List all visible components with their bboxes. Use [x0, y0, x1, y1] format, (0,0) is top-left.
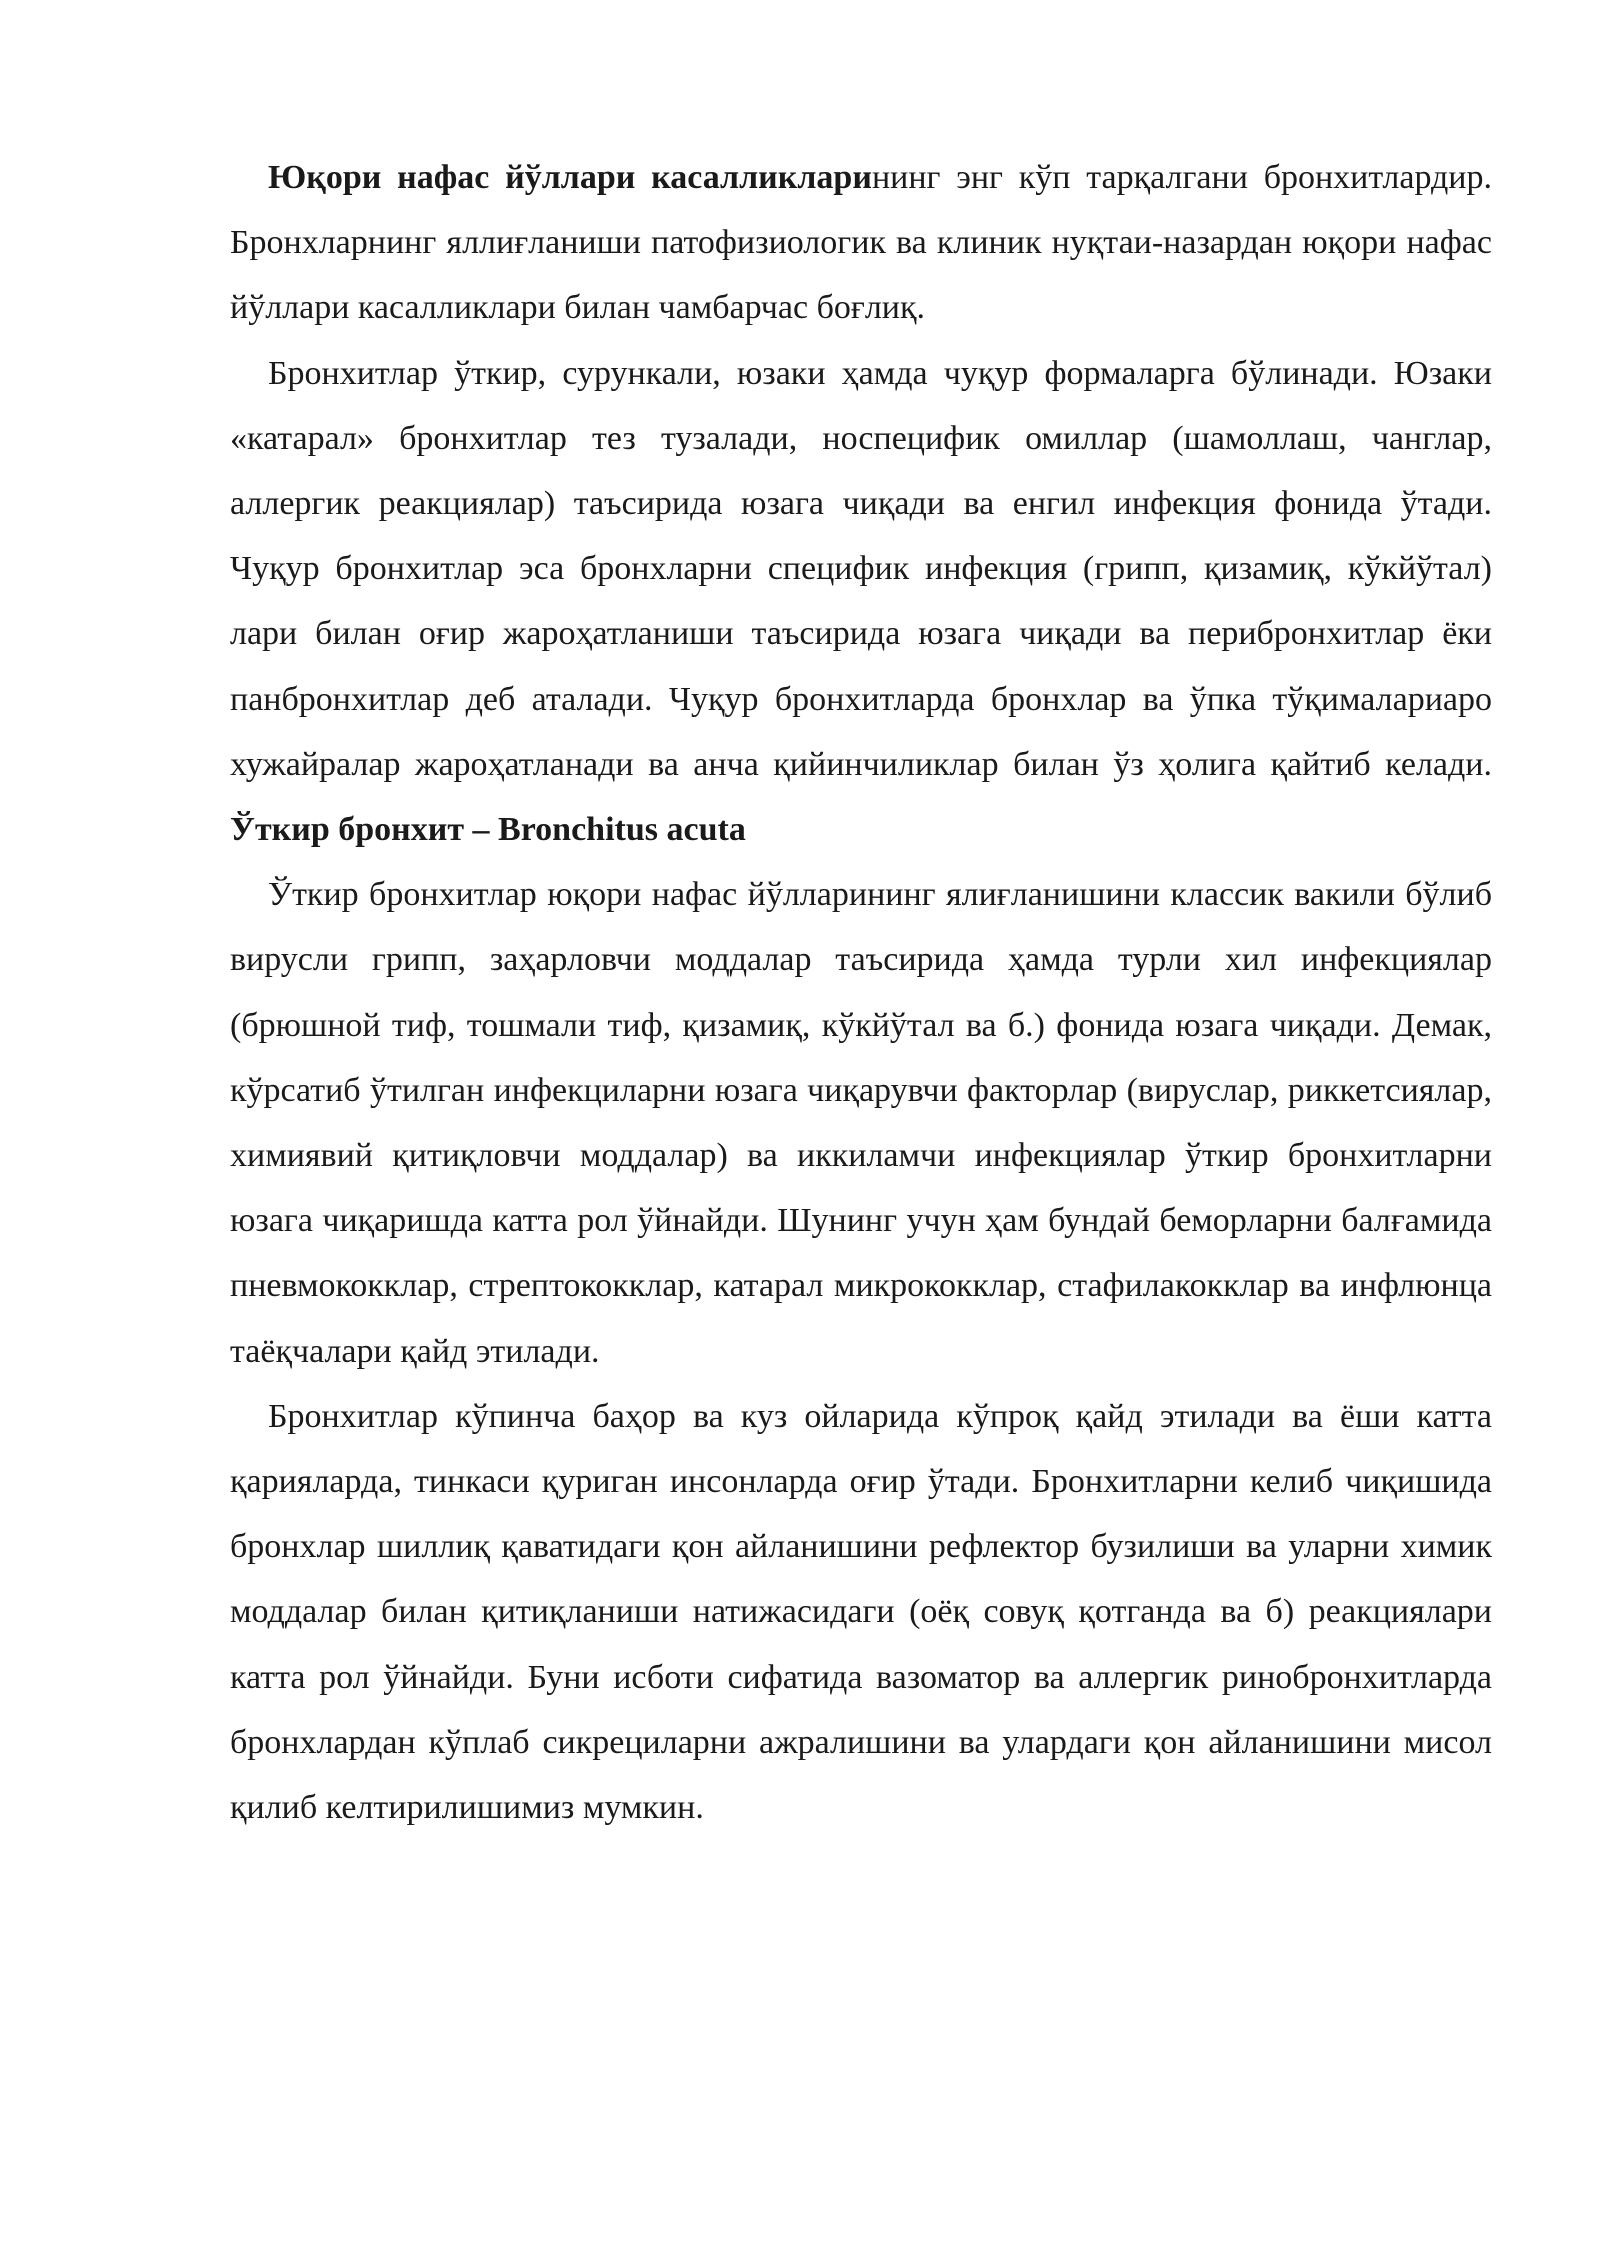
- intro-text: нинг энг кўп тарқалгани бронхитлардир. Бронхларнинг яллиғланиши патофизиологик ва клиник нуқтаи-назардан юқори нафас йўллари касалликлари билан чамбарчас боғлиқ.: [230, 159, 1492, 327]
- acute-text: Ўткир бронхитлар юқори нафас йўлларининг ялиғланишини классик вакили бўлиб вирусли грипп, заҳарловчи моддалар таъсирида ҳамда турли хил инфекциялар (брюшной тиф, тошмали тиф, қизамиқ, кўкйўтал ва б.) фонида юзага чиқади. Демак, кўрсатиб ўтилган инфекциларни юзага чиқарувчи факторлар (вируслар, риккетсиялар, химиявий қитиқловчи моддалар) ва иккиламчи инфекциялар ўткир бронхитларни юзага чиқаришда катта рол ўйнайди. Шунинг учун ҳам бундай беморларни балғамида пневмококклар, стрептококклар, катарал микрококклар, стафилакокклар ва инфлюнца таёқчалари қайд этилади.: [230, 876, 1492, 1370]
- document-page: [230, 145, 1492, 1840]
- paragraph-acute-bronchitis: [230, 862, 1492, 1384]
- paragraph-bronchitis-forms: [230, 341, 1492, 863]
- forms-text: Бронхитлар ўткир, сурункали, юзаки ҳамда чуқур формаларга бўлинади. Юзаки «катарал» бронхитлар тез тузалади, носпецифик омиллар (шамоллаш, чанглар, аллергик реакциялар) таъсирида юзага чиқади ва енгил инфекция фонида ўтади. Чуқур бронхитлар эса бронхларни специфик инфекция (грипп, қизамиқ, кўкйўтал) лари билан оғир жароҳатланиши таъсирида юзага чиқади ва перибронхитлар ёки панбронхитлар деб аталади. Чуқур бронхитларда бронхлар ва ўпка тўқималариаро хужайралар жароҳатланади ва анча қийинчиликлар билан ўз ҳолига қайтиб келади.: [230, 354, 1492, 783]
- paragraph-seasonality: [230, 1384, 1492, 1840]
- paragraph-intro: [230, 145, 1492, 341]
- intro-bold-heading: Юқори нафас йўллари касалликлари: [268, 159, 872, 196]
- acute-bronchitis-heading: Ўткир бронхит – Bronchitus acuta: [230, 811, 746, 849]
- seasonality-text: Бронхитлар кўпинча баҳор ва куз ойларида кўпроқ қайд этилади ва ёши катта қарияларда, тинкаси қуриган инсонларда оғир ўтади. Бронхитларни келиб чиқишида бронхлар шиллиқ қаватидаги қон айланишини рефлектор бузилиши ва уларни химик моддалар билан қитиқланиши натижасидаги (оёқ совуқ қотганда ва б) реакциялари катта рол ўйнайди. Буни исботи сифатида вазоматор ва аллергик ринобронхитларда бронхлардан кўплаб сикрециларни ажралишини ва улардаги қон айланишини мисол қилиб келтирилишимиз мумкин.: [230, 1397, 1492, 1827]
